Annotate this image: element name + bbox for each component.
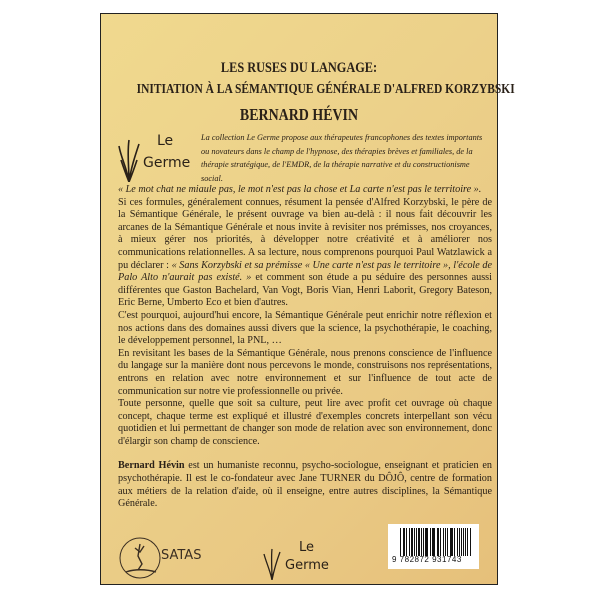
isbn-barcode bbox=[388, 524, 479, 569]
bio-text: est un humaniste reconnu, psycho-sociologue, enseignant et praticien en psychothérapie. Il est le co-fondateur avec Jane TURNER du DÔJÔ, centre de formation aux métiers de la relation d'aide, où il enseigne, entre autres disciplines, la Sémantique Générale. bbox=[118, 460, 492, 510]
barcode-bar bbox=[430, 528, 431, 556]
barcode-bar bbox=[409, 528, 410, 556]
barcode-bar bbox=[416, 528, 417, 556]
barcode-bar bbox=[406, 528, 407, 556]
logo-word-germe: Germe bbox=[285, 558, 329, 573]
barcode-bar bbox=[404, 528, 405, 556]
barcode-bar bbox=[418, 528, 419, 556]
barcode-bar bbox=[445, 528, 446, 556]
paragraph-4: Toute personne, quelle que soit sa culture, peut lire avec profit cet ouvrage où chaque concept, chaque terme est expliqué et illustré d'exemples concrets interpellant son vécu quotidien et lui permettant de changer son mode de relation avec son environnement, donc d'élargir son champ de conscience. bbox=[118, 398, 492, 447]
le-germe-bottom-logo bbox=[263, 534, 363, 584]
paragraph-1-end: et comment son étude a pu séduire des personnes aussi différentes que Gaston Bachelard, Van Vogt, Boris Vian, Henri Laborit, Gregory Bateson, Eric Berne, Umberto Eco et bien d'autres. bbox=[118, 272, 492, 309]
book-subtitle: INITIATION À LA SÉMANTIQUE GÉNÉRALE D'ALFRED KORZYBSKI bbox=[136, 82, 515, 97]
satas-logo bbox=[118, 534, 238, 584]
barcode-bar bbox=[438, 528, 439, 556]
barcode-bar bbox=[423, 528, 424, 556]
barcode-bar bbox=[454, 528, 455, 556]
barcode-bar bbox=[467, 528, 468, 556]
barcode-bar bbox=[443, 528, 444, 556]
le-germe-logo bbox=[117, 134, 197, 184]
book-title: LES RUSES DU LANGAGE: bbox=[220, 60, 378, 76]
barcode-bar bbox=[400, 528, 401, 556]
barcode-bar bbox=[451, 528, 453, 556]
barcode-bar bbox=[426, 528, 428, 556]
paragraph-3: En revisitant les bases de la Sémantique Générale, nous prenons conscience de l'influence du langage sur la manière dont nous percevons le monde, construisons nos représentations, entrons en relation avec notre environnement et sur l'influence de tout acte de communication sur notre vie professionnelle ou privée. bbox=[118, 347, 492, 397]
barcode-bar bbox=[433, 528, 434, 556]
grass-icon bbox=[263, 548, 281, 580]
epigraph-quote: « Le mot chat ne miaule pas, le mot n'est pas la chose et La carte n'est pas le territoire ». bbox=[118, 184, 482, 195]
barcode-bar bbox=[463, 528, 464, 556]
paragraph-1-start: Si ces formules, généralement connues, résument la pensée d'Alfred Korzybski, le père de la Sémantique Générale, le présent ouvrage va bien au-delà : il nous fait découvrir les arcanes de la Sémantique Générale et nous invite à revisiter nos prémisses, nos croyances, à mieux gérer nos priorités, à développer notre créativité et à améliorer nos communications relationnelles. A sa lecture, nous comprenons pourquoi Paul Watzlawick a pu déclarer : bbox=[118, 196, 492, 271]
barcode-bar bbox=[414, 528, 415, 556]
collection-description: La collection Le Germe propose aux thérapeutes francophones des textes importants ou novateurs dans le champ de l'hypnose, des thérapies brèves et familiales, de la thérapie stratégique, de l'EMDR, de la thérapie narrative et du constructionisme social. bbox=[201, 133, 483, 183]
barcode-bar bbox=[411, 528, 413, 556]
satas-figure-icon bbox=[118, 536, 162, 580]
barcode-bar bbox=[440, 528, 441, 556]
barcode-bar bbox=[432, 528, 433, 556]
barcode-bar bbox=[461, 528, 462, 556]
logo-word-le: Le bbox=[299, 540, 315, 555]
bio-name: Bernard Hévin bbox=[118, 460, 185, 472]
barcode-bar bbox=[465, 528, 466, 556]
logo-word-le: Le bbox=[157, 133, 174, 149]
barcode-bar bbox=[437, 528, 438, 556]
barcode-bar bbox=[421, 528, 422, 556]
barcode-bar bbox=[403, 528, 404, 556]
back-cover-text bbox=[118, 184, 492, 511]
paragraph-1 bbox=[118, 197, 492, 310]
barcode-bars bbox=[400, 528, 472, 556]
barcode-bar bbox=[450, 528, 451, 556]
barcode-bar bbox=[425, 528, 426, 556]
author-bio bbox=[118, 460, 492, 510]
watzlawick-quote: « Sans Korzybski et sa prémisse « Une carte n'est pas le territoire », l'école de Palo Alto n'aurait pas existé. » bbox=[118, 259, 492, 284]
barcode-bar bbox=[459, 528, 460, 556]
book-back-cover bbox=[100, 13, 515, 585]
barcode-bar bbox=[457, 528, 458, 556]
barcode-bar bbox=[470, 528, 471, 556]
grass-icon bbox=[117, 138, 141, 182]
publisher-name: SATAS bbox=[161, 548, 202, 563]
logo-word-germe: Germe bbox=[143, 155, 191, 171]
barcode-bar bbox=[447, 528, 448, 556]
isbn-number: 9 782872 931743 bbox=[392, 555, 462, 564]
book-author: BERNARD HÉVIN bbox=[239, 105, 359, 124]
paragraph-2: C'est pourquoi, aujourd'hui encore, la Sémantique Générale peut enrichir notre réflexion et nos actions dans des domaines aussi divers que la science, la psychothérapie, le coaching, le développement personnel, la PNL, … bbox=[118, 309, 492, 347]
